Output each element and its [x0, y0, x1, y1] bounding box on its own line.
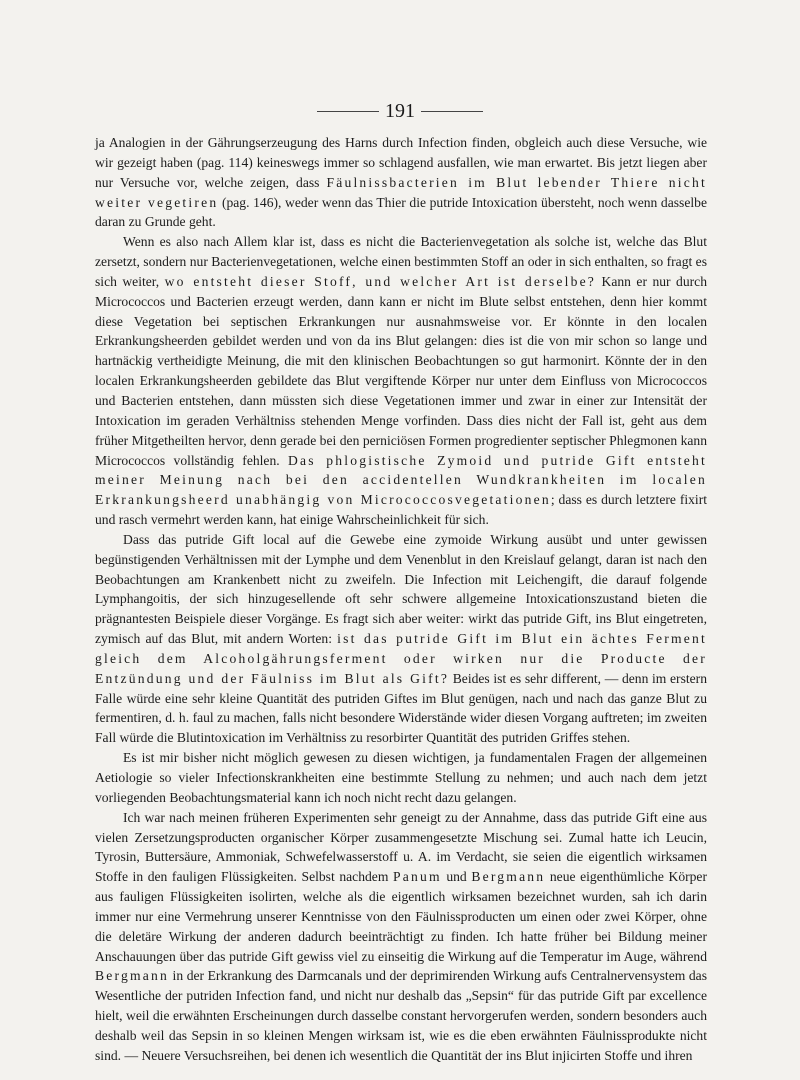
paragraph	[95, 530, 707, 748]
text-run: neue eigenthümliche Körper aus fauligen Flüssigkeiten isolirten, welche als die eigentlich wirksamen bezeichnet wurden, sah ich darin immer nur eine Vermehrung unserer Kenntnisse von den Fäulnissproducten um einen oder zwei Körper, ohne die deletäre Wirkung der anderen dadurch beeinträchtigt zu finden. Ich hatte früher bei Bildung meiner Anschauungen über das putride Gift gewiss viel zu einseitig die Wirkung auf die Temperatur im Auge, während	[95, 869, 707, 964]
text-run: ; dass es durch letztere fixirt und rasch vermehrt werden kann, hat einige Wahrscheinlichkeit für sich.	[95, 492, 707, 528]
text-run: Beides ist es sehr different, — denn im erstern Falle würde eine sehr kleine Quantität des putriden Giftes im Blut genügen, nach und nach das ganze Blut zu fermentiren, d. h. faul zu machen, falls nicht besondere Widerstände wider diesen Vorgang auftreten; im zweiten Fall würde die Blutintoxication im Verhältniss zu resorbirter Quantität des putriden Griffes stehen.	[95, 670, 707, 746]
spaced-emphasis-text: Das phlogistische Zymoid und putride Gift entsteht meiner Meinung nach bei den accidentellen Wundkrankheiten im localen Erkrankungsheerd unabhängig von Micrococcosvegetationen	[95, 452, 708, 508]
paragraph	[95, 232, 707, 530]
text-run: Es ist mir bisher nicht möglich gewesen zu diesen wichtigen, ja fundamentalen Fragen der allgemeinen Aetiologie so vieler Infectionskrankheiten eine bestimmte Stellung zu nehmen; und auch nach dem jetzt vorliegenden Beobachtungsmaterial kann ich noch nicht recht dazu gelangen.	[95, 750, 707, 805]
text-run: Wenn es also nach Allem klar ist, dass es nicht die Bacterienvegetation als solche ist, welche das Blut zersetzt, sondern nur Bacterienvegetationen, welche einen bestimmten Stoff an oder in sich enthalten, so fragt es sich weiter,	[95, 234, 708, 289]
spaced-emphasis-text: Bergmann	[95, 968, 169, 984]
spaced-emphasis-text: Panum	[392, 869, 442, 885]
text-run: ja Analogien in der Gährungserzeugung des Harns durch Infection finden, obgleich auch diese Versuche, wie wir gezeigt haben (pag. 114) keineswegs immer so schlagend ausfallen, wie man erwartet. Bis jetzt liegen aber nur Versuche vor, welche zeigen, dass	[95, 135, 707, 190]
text-run: in der Erkrankung des Darmcanals und der deprimirenden Wirkung aufs Centralnervensystem das Wesentliche der putriden Infection fand, und nicht nur deshalb das „Sepsin“ für das putride Gift par excellence hielt, weil die erwähnten Erscheinungen durch dasselbe constant hervorgerufen werden, sondern besonders auch deshalb weil das Sepsin in so kleinen Mengen wirksam ist, wie es die eben erwähnten Fäulnissprodukte nicht sind. — Neuere Versuchsreihen, bei denen ich wesentlich die Quantität der ins Blut injicirten Stoffe und ihren	[95, 968, 707, 1063]
header-rule-left	[317, 111, 379, 112]
text-run: Dass das putride Gift local auf die Gewebe eine zymoide Wirkung ausübt und unter gewissen begünstigenden Verhältnissen mit der Lymphe und dem Venenblut in den Kreislauf gelangt, daran ist nach den Beobachtungen am Krankenbett nicht zu zweifeln. Die Infection mit Leichengift, die darauf folgende Lymphangoitis, der sich hinzugesellende oft sehr schwere allgemeine Intoxicationszustand bieten die prägnantesten Beispiele dieser Vorgänge. Es fragt sich aber weiter: wirkt das putride Gift, ins Blut eingetreten, zymisch auf das Blut, mit andern Worten:	[95, 531, 707, 647]
spaced-emphasis-text: Bergmann	[471, 869, 546, 885]
page-header	[0, 100, 800, 124]
text-run: (pag. 146), weder wenn das Thier die putride Intoxication übersteht, noch wenn dasselbe daran zu Grunde geht.	[95, 194, 707, 230]
spaced-emphasis-text: wo entsteht dieser Stoff, und welcher Art ist derselbe?	[164, 273, 597, 289]
body-text	[95, 133, 707, 1066]
page-number: 191	[385, 100, 415, 122]
paragraph	[95, 133, 707, 232]
text-run: Ich war nach meinen früheren Experimenten sehr geneigt zu der Annahme, dass das putride Gift eine aus vielen Zersetzungsproducten organischer Körper zusammengesetzte Mischung sei. Zumal hatte ich Leucin, Tyrosin, Buttersäure, Ammoniak, Schwefelwasserstoff u. A. im Verdacht, sie seien die eigentlich wirksamen Stoffe in den fauligen Flüssigkeiten. Selbst nachdem	[95, 809, 707, 885]
paragraph	[95, 748, 707, 808]
text-run: Kann er nur durch Micrococcos und Bacterien erzeugt werden, dann kann er nicht im Blute selbst entstehen, denn hier kommt diese Vegetation bei septischen Erkrankungen nur ausnahmsweise vor. Er könnte in den localen Erkrankungsheerden gebildet werden und von da ins Blut gelangen: dies ist die von mir schon so lange und hartnäckig vertheidigte Meinung, die mit den klinischen Beobachtungen so gut harmonirt. Könnte der in den localen Erkrankungsheerden gebildete das Blut vergiftende Körper nur unter dem Einfluss von Micrococcos und Bacterien entstehen, dann müssten sich diese Vegetationen immer und zwar in einer zur Intensität der Intoxication im geraden Verhältniss stehenden Menge vorfinden. Dass dies nicht der Fall ist, geht aus dem früher Mitgetheilten hervor, denn gerade bei den perniciösen Formen progredienter septischer Phlegmonen kann Micrococcos vollständig fehlen.	[95, 273, 707, 468]
header-rule-right	[421, 111, 483, 112]
paragraph	[95, 808, 707, 1066]
spaced-emphasis-text: ist das putride Gift im Blut ein ächtes Ferment gleich dem Alcoholgährungsferment oder wirken nur die Producte der Entzündung und der Fäulniss im Blut als Gift?	[95, 631, 707, 686]
text-run: und	[441, 869, 472, 885]
spaced-emphasis-text: Fäulnissbacterien im Blut lebender Thiere nicht weiter vegetiren	[95, 174, 707, 210]
